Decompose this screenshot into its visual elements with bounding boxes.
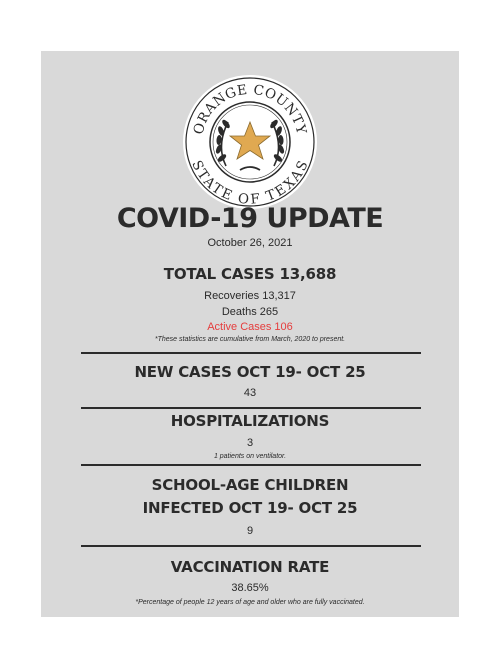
seal-bottom-text: STATE OF TEXAS	[188, 158, 312, 208]
vaccination-value: 38.65%	[231, 582, 269, 594]
new-cases-heading: NEW CASES OCT 19- OCT 25	[134, 363, 366, 381]
hospitalizations-heading: HOSPITALIZATIONS	[170, 412, 330, 430]
seal-top-text: ORANGE COUNTY	[190, 81, 310, 137]
update-date: October 26, 2021	[207, 237, 293, 249]
new-cases-value: 43	[243, 387, 257, 399]
ventilator-note: 1 patients on ventilator.	[213, 453, 287, 460]
page-title: COVID-19 UPDATE	[116, 203, 384, 234]
school-value: 9	[246, 525, 254, 537]
total-cases-heading: TOTAL CASES 13,688	[163, 265, 337, 283]
school-heading-line1: SCHOOL-AGE CHILDREN	[151, 476, 349, 494]
active-cases-text: Active Cases 106	[207, 321, 293, 333]
divider	[81, 352, 421, 354]
deaths-text: Deaths 265	[221, 306, 279, 318]
divider	[81, 407, 421, 409]
cumulative-note: *These statistics are cumulative from March, 2020 to present.	[154, 336, 346, 343]
covid-update-card	[41, 51, 459, 617]
county-seal-logo	[182, 74, 318, 210]
divider	[81, 464, 421, 466]
divider	[81, 545, 421, 547]
hospitalizations-value: 3	[246, 437, 254, 449]
vaccination-heading: VACCINATION RATE	[170, 558, 330, 576]
vaccination-note: *Percentage of people 12 years of age and older who are fully vaccinated.	[135, 599, 365, 606]
recoveries-text: Recoveries 13,317	[204, 290, 296, 302]
school-heading-line2: INFECTED OCT 19- OCT 25	[142, 499, 358, 517]
